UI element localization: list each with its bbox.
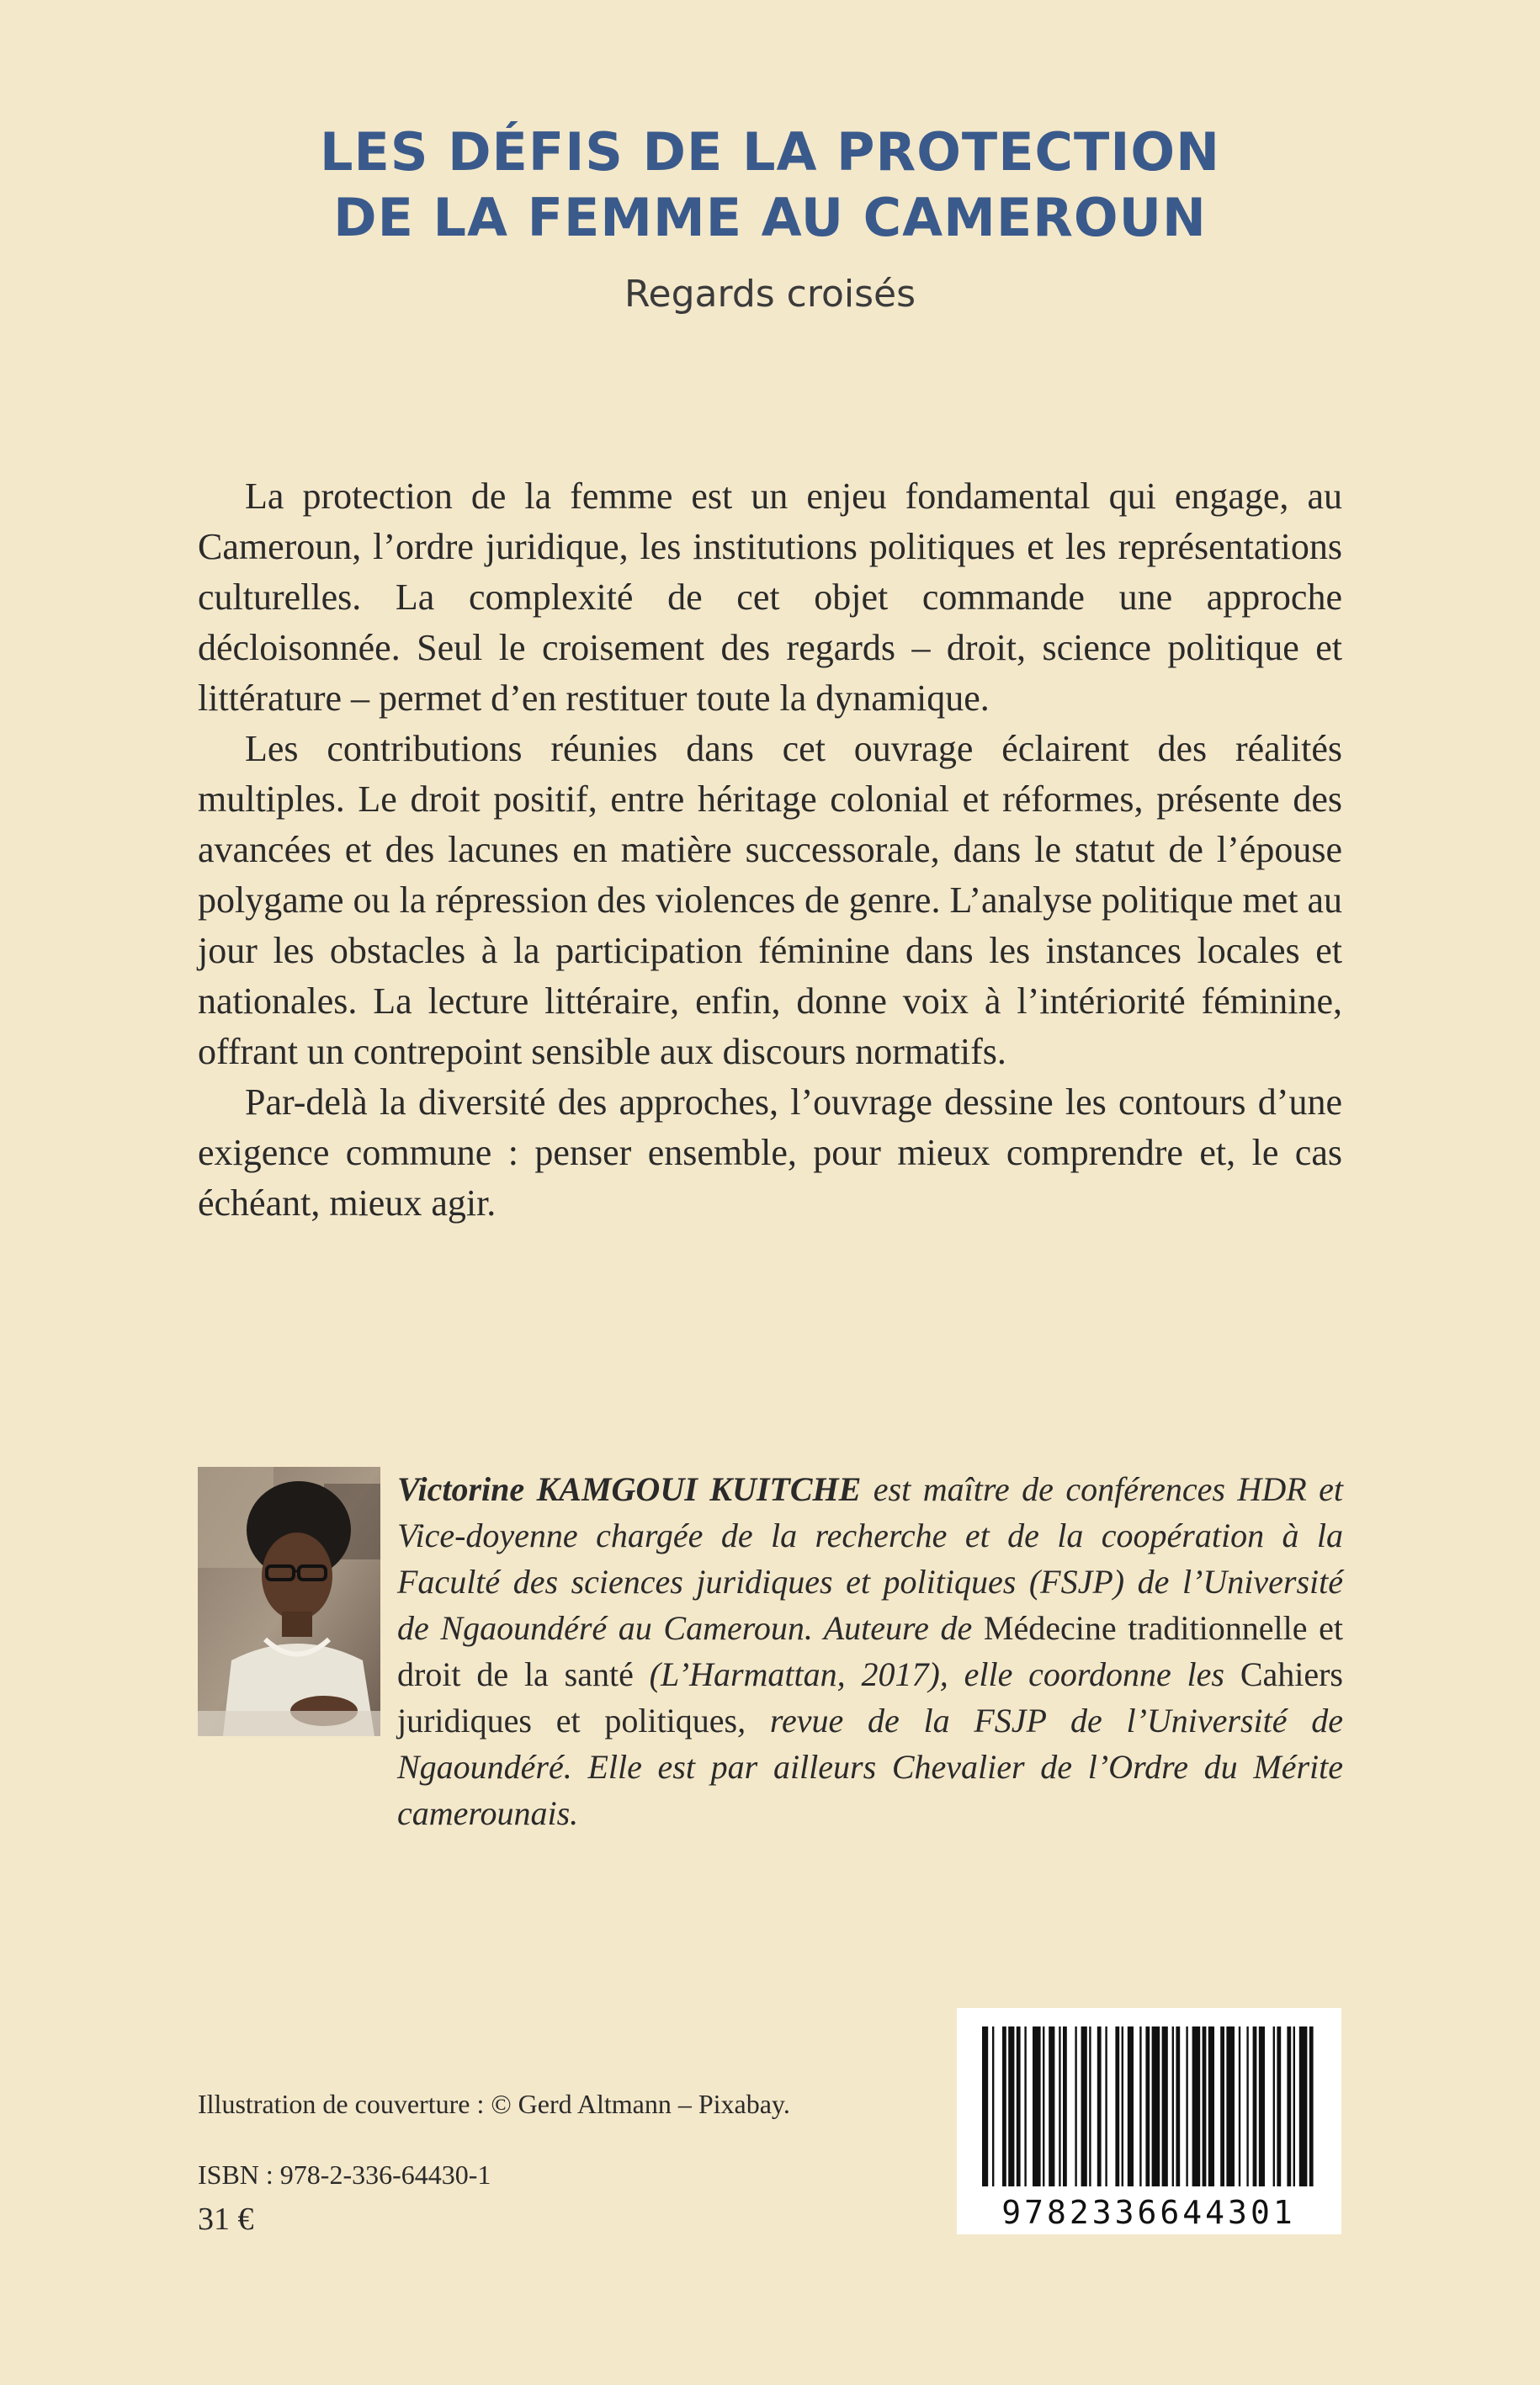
barcode-bar <box>1259 2026 1265 2186</box>
title-line-2: DE LA FEMME AU CAMEROUN <box>333 187 1207 248</box>
title-line-1: LES DÉFIS DE LA PROTECTION <box>319 121 1221 183</box>
barcode-bar <box>1063 2026 1067 2186</box>
book-title <box>0 120 1540 251</box>
author-bio-part-1: est maître de conférences HDR et Vice-doyenne chargée de la recherche et de la coopération à la Faculté des sciences juridiques et politiques (FSJP) de l’Université de Ngaoundéré au Cameroun. Auteure de <box>397 1470 1343 1647</box>
barcode-bar <box>1033 2026 1041 2186</box>
book-subtitle: Regards croisés <box>624 273 916 316</box>
author-book-title: Médecine traditionnelle et droit de la santé <box>397 1609 1344 1693</box>
barcode-bar <box>1162 2026 1168 2186</box>
barcode-bar <box>1273 2026 1275 2186</box>
author-name: Victorine KAMGOUI KUITCHE <box>397 1470 862 1508</box>
journal-title: Cahiers juridiques et politiques <box>397 1655 1343 1740</box>
price: 31 € <box>198 2202 254 2237</box>
barcode-bar <box>1176 2026 1180 2186</box>
barcode-bar <box>1075 2026 1076 2186</box>
barcode-bar <box>1145 2026 1150 2186</box>
barcode-bar <box>1128 2026 1134 2186</box>
barcode-bar <box>1246 2026 1248 2186</box>
barcode-bar <box>1152 2026 1160 2186</box>
author-bio <box>397 1466 1343 1836</box>
barcode-bar <box>1008 2026 1014 2186</box>
barcode-bar <box>1122 2026 1123 2186</box>
barcode-bar <box>1186 2026 1187 2186</box>
author-bio-part-2: (L’Harmattan, 2017), elle coordonne les <box>633 1655 1240 1693</box>
barcode-bar <box>1172 2026 1174 2186</box>
barcode-bar <box>1192 2026 1201 2186</box>
barcode-bar <box>1208 2026 1214 2186</box>
cover-illustration-credit: Illustration de couverture : © Gerd Altmann – Pixabay. <box>198 2089 790 2119</box>
barcode-bar <box>1253 2026 1257 2186</box>
blurb-paragraph-3: Par-delà la diversité des approches, l’ouvrage dessine les contours d’une exigence commune : penser ensemble, pour mieux comprendre et, le cas échéant, mieux agir. <box>198 1081 1342 1224</box>
isbn: ISBN : 978-2-336-64430-1 <box>198 2159 491 2190</box>
barcode-bar <box>1059 2026 1060 2186</box>
blurb-paragraph-1: La protection de la femme est un enjeu fondamental qui engage, au Cameroun, l’ordre juridique, les institutions politiques et les représentations culturelles. La complexité de cet objet commande une approche décloisonnée. Seul le croisement des regards – droit, science politique et littérature – permet d’en restituer toute la dynamique. <box>198 475 1342 719</box>
back-cover-blurb <box>198 471 1342 1229</box>
barcode-bar <box>1220 2026 1224 2186</box>
barcode-bar <box>1299 2026 1308 2186</box>
barcode-bar <box>1293 2026 1295 2186</box>
author-bio-part-3: , revue de la FSJP de l’Université de Ngaoundéré. Elle est par ailleurs Chevalier de l’Ordre du Mérite camerounais. <box>397 1702 1344 1832</box>
barcode-bar <box>1017 2026 1021 2186</box>
barcode-bar <box>1309 2026 1314 2186</box>
barcode-bar <box>1239 2026 1240 2186</box>
barcode-bar <box>1024 2026 1026 2186</box>
barcode-bar <box>1203 2026 1207 2186</box>
barcode-bar <box>1043 2026 1044 2186</box>
barcode-bar <box>1115 2026 1119 2186</box>
barcode-bar <box>1277 2026 1281 2186</box>
barcode-bar <box>1139 2026 1141 2186</box>
author-portrait-icon <box>198 1467 380 1736</box>
barcode-bar <box>1287 2026 1291 2186</box>
barcode-digits: 9782336644301 <box>1001 2194 1296 2231</box>
barcode <box>957 2008 1341 2234</box>
barcode-bar <box>1089 2026 1091 2186</box>
barcode-bar <box>982 2026 988 2186</box>
author-photo <box>198 1467 380 1736</box>
barcode-bar <box>1049 2026 1054 2186</box>
barcode-bar <box>1105 2026 1107 2186</box>
barcode-bar <box>1081 2026 1087 2186</box>
blurb-paragraph-2: Les contributions réunies dans cet ouvrage éclairent des réalités multiples. Le droit positif, entre héritage colonial et réformes, présente des avancées et des lacunes en matière successorale, dans le statut de l’épouse polygame ou la répression des violences de genre. L’analyse politique met au jour les obstacles à la participation féminine dans les instances locales et nationales. La lecture littéraire, enfin, donne voix à l’intériorité féminine, offrant un contrepoint sensible aux discours normatifs. <box>198 728 1342 1072</box>
barcode-bar <box>1226 2026 1235 2186</box>
barcode-bar <box>1097 2026 1102 2186</box>
barcode-bar <box>992 2026 994 2186</box>
barcode-bar <box>1002 2026 1006 2186</box>
barcode-icon <box>957 2008 1341 2234</box>
